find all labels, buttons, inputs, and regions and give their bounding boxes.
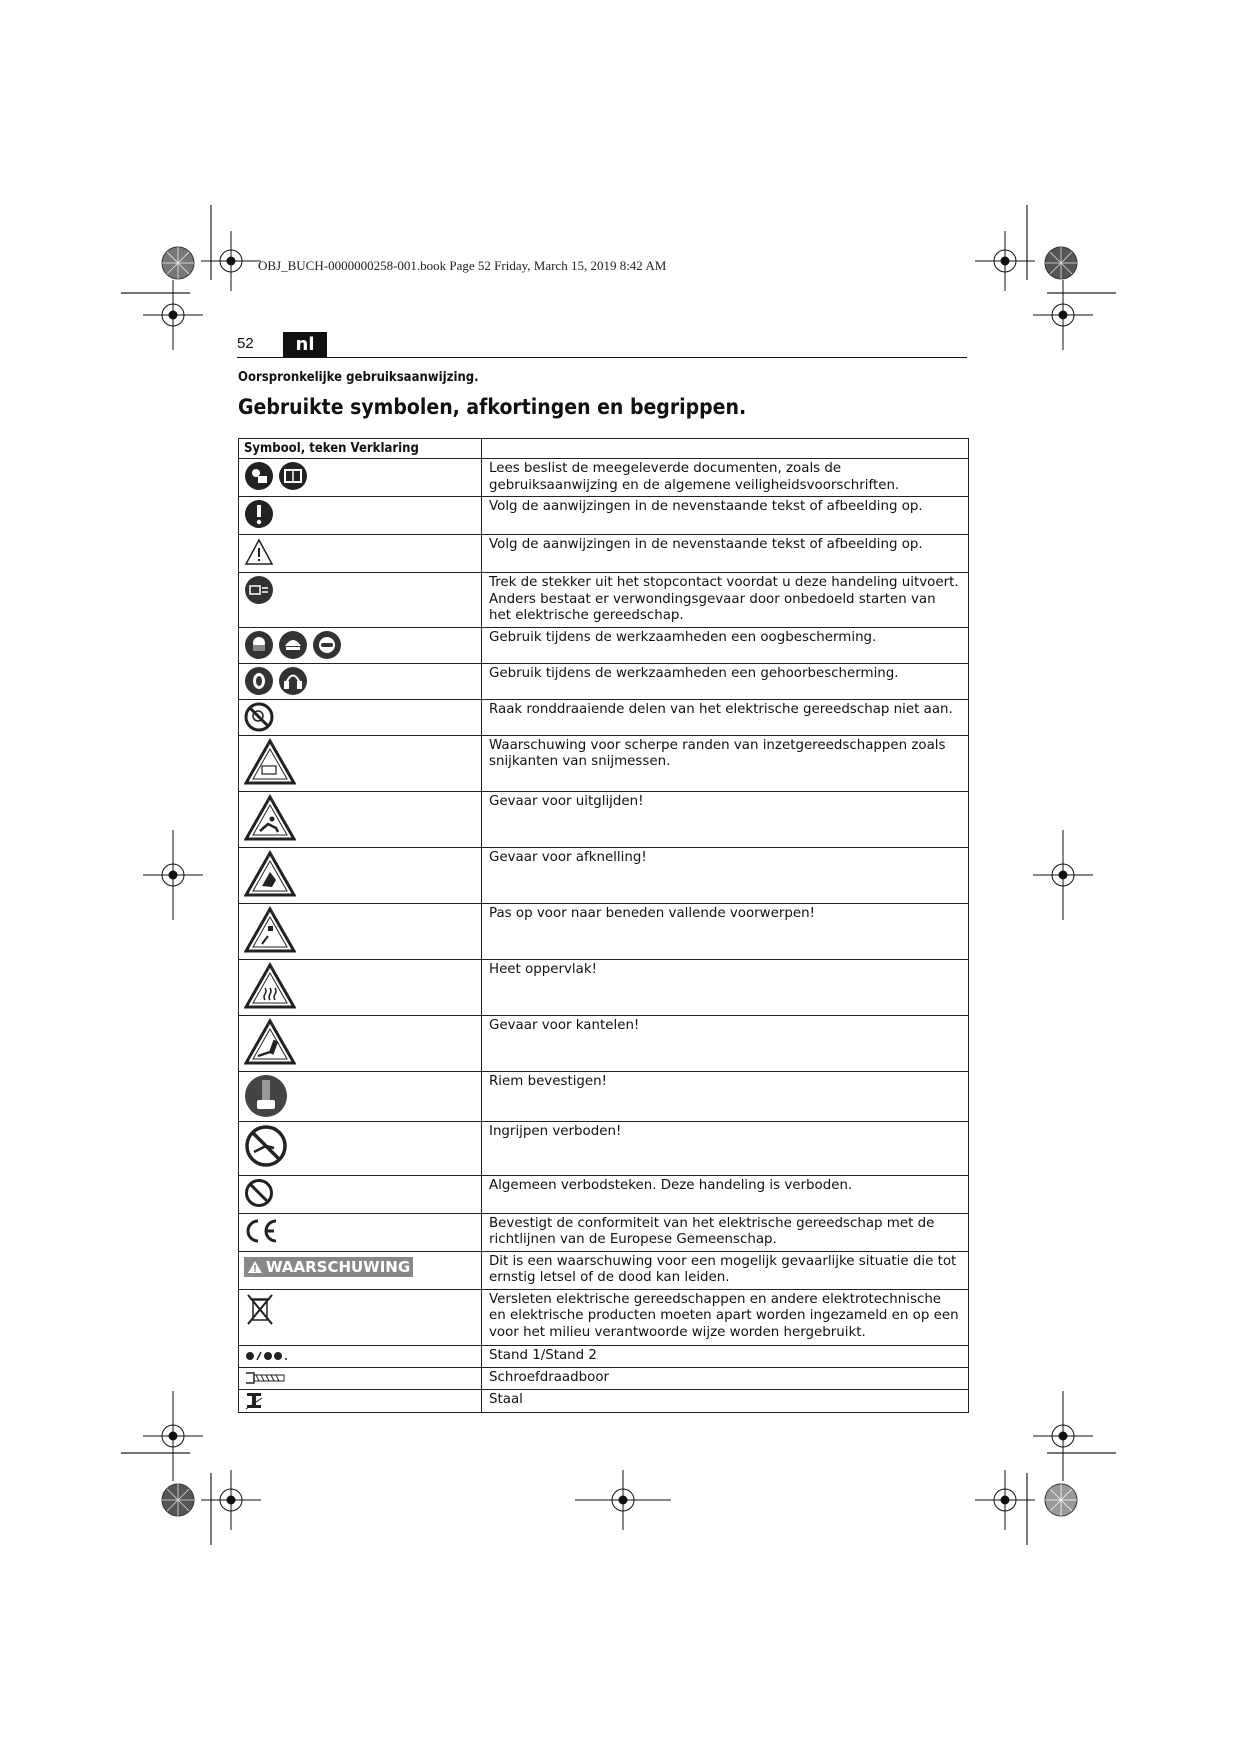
weee-bin-icon bbox=[244, 1292, 276, 1328]
table-row bbox=[239, 1121, 969, 1175]
registration-target-icon bbox=[1033, 830, 1093, 920]
color-wheel-icon bbox=[160, 1482, 196, 1518]
registration-target-icon bbox=[201, 1470, 261, 1530]
table-row bbox=[239, 497, 969, 535]
slip-hazard-icon bbox=[244, 794, 296, 842]
table-row bbox=[239, 1345, 969, 1367]
no-reaching-icon bbox=[244, 1124, 288, 1168]
fasten-belt-icon bbox=[244, 1074, 288, 1118]
row-description: Waarschuwing voor scherpe randen van inzetgereedschappen zoals snijkanten van snijmessen. bbox=[482, 735, 969, 791]
table-row bbox=[239, 903, 969, 959]
table-row bbox=[239, 1213, 969, 1251]
read-instructions-icon bbox=[244, 461, 274, 491]
table-header-cell bbox=[239, 439, 482, 459]
row-description: Gebruik tijdens de werkzaamheden een gehoorbescherming. bbox=[482, 663, 969, 699]
row-description: Riem bevestigen! bbox=[482, 1071, 969, 1121]
table-row bbox=[239, 959, 969, 1015]
table-row bbox=[239, 1251, 969, 1289]
safety-goggles-icon bbox=[312, 630, 342, 660]
row-description: Heet oppervlak! bbox=[482, 959, 969, 1015]
table-header-cell bbox=[482, 439, 969, 459]
registration-target-icon bbox=[143, 830, 203, 920]
table-row bbox=[239, 1367, 969, 1389]
warning-label-text: WAARSCHUWING bbox=[266, 1257, 411, 1276]
row-description: Gebruik tijdens de werkzaamheden een oogbescherming. bbox=[482, 627, 969, 663]
unplug-icon bbox=[244, 575, 274, 605]
row-description: Stand 1/Stand 2 bbox=[482, 1345, 969, 1367]
table-row bbox=[239, 735, 969, 791]
warning-label bbox=[244, 1257, 413, 1277]
exclamation-icon bbox=[244, 499, 274, 529]
row-description: Schroefdraadboor bbox=[482, 1367, 969, 1389]
row-description: Pas op voor naar beneden vallende voorwerpen! bbox=[482, 903, 969, 959]
registration-target-icon bbox=[975, 1470, 1035, 1530]
row-description: Gevaar voor uitglijden! bbox=[482, 791, 969, 847]
table-row bbox=[239, 791, 969, 847]
row-description: Volg de aanwijzingen in de nevenstaande tekst of afbeelding op. bbox=[482, 497, 969, 535]
table-header-row bbox=[239, 439, 969, 459]
row-description: Trek de stekker uit het stopcontact voordat u deze handeling uitvoert. Anders bestaat er verwondingsgevaar door onbedoeld starten van het elektrische gereedschap. bbox=[482, 573, 969, 628]
manual-icon bbox=[278, 461, 308, 491]
warning-triangle-icon bbox=[244, 537, 274, 567]
face-shield-icon bbox=[244, 630, 274, 660]
registration-target-icon bbox=[143, 280, 203, 350]
row-description: Gevaar voor afknelling! bbox=[482, 847, 969, 903]
color-wheel-icon bbox=[160, 245, 196, 281]
crush-hazard-icon bbox=[244, 850, 296, 898]
registration-target-icon bbox=[201, 231, 261, 291]
ear-muffs-icon bbox=[278, 666, 308, 696]
document-subtitle: Oorspronkelijke gebruiksaanwijzing. bbox=[238, 370, 479, 385]
table-row bbox=[239, 1175, 969, 1213]
color-wheel-icon bbox=[1043, 1482, 1079, 1518]
book-info-line: OBJ_BUCH-0000000258-001.book Page 52 Friday, March 15, 2019 8:42 AM bbox=[258, 258, 667, 273]
table-row bbox=[239, 1015, 969, 1071]
steel-icon bbox=[244, 1392, 266, 1410]
falling-objects-icon bbox=[244, 906, 296, 954]
row-description: Volg de aanwijzingen in de nevenstaande tekst of afbeelding op. bbox=[482, 535, 969, 573]
page-number: 52 bbox=[237, 335, 254, 352]
warning-triangle-icon bbox=[247, 1260, 263, 1274]
row-description: Bevestigt de conformiteit van het elektrische gereedschap met de richtlijnen van de Europese Gemeenschap. bbox=[482, 1213, 969, 1251]
ce-mark-icon bbox=[244, 1216, 280, 1246]
registration-target-icon bbox=[1033, 1391, 1093, 1481]
row-description: Dit is een waarschuwing voor een mogelijk gevaarlijke situatie die tot ernstig letsel of de dood kan leiden. bbox=[482, 1251, 969, 1289]
prohibition-icon bbox=[244, 1178, 274, 1208]
registration-target-icon bbox=[1033, 280, 1093, 350]
row-description: Lees beslist de meegeleverde documenten, zoals de gebruiksaanwijzing en de algemene veiligheidsvoorschriften. bbox=[482, 459, 969, 497]
table-row bbox=[239, 535, 969, 573]
safety-helmet-icon bbox=[278, 630, 308, 660]
language-badge: nl bbox=[283, 332, 327, 358]
table-row bbox=[239, 573, 969, 628]
sharp-edges-warning-icon bbox=[244, 738, 296, 786]
row-description: Staal bbox=[482, 1389, 969, 1412]
table-row bbox=[239, 459, 969, 497]
hot-surface-icon bbox=[244, 962, 296, 1010]
registration-target-icon bbox=[575, 1470, 671, 1530]
table-row bbox=[239, 1289, 969, 1345]
registration-target-icon bbox=[975, 231, 1035, 291]
row-description: Gevaar voor kantelen! bbox=[482, 1015, 969, 1071]
stage-dots-icon bbox=[244, 1348, 290, 1364]
section-title: Gebruikte symbolen, afkortingen en begrippen. bbox=[238, 395, 747, 419]
no-touch-rotating-icon bbox=[244, 702, 274, 732]
symbol-table bbox=[238, 438, 969, 1413]
table-row bbox=[239, 663, 969, 699]
table-row bbox=[239, 847, 969, 903]
table-row bbox=[239, 1389, 969, 1412]
color-wheel-icon bbox=[1043, 245, 1079, 281]
table-row bbox=[239, 627, 969, 663]
row-description: Algemeen verbodsteken. Deze handeling is verboden. bbox=[482, 1175, 969, 1213]
table-row bbox=[239, 699, 969, 735]
header-rule bbox=[237, 357, 967, 358]
table-row bbox=[239, 1071, 969, 1121]
row-description: Versleten elektrische gereedschappen en andere elektrotechnische en elektrische producten moeten apart worden ingezameld en op een voor het milieu verantwoorde wijze worden hergebruikt. bbox=[482, 1289, 969, 1345]
table-header-label: Symbool, teken Verklaring bbox=[244, 441, 419, 456]
row-description: Raak ronddraaiende delen van het elektrische gereedschap niet aan. bbox=[482, 699, 969, 735]
registration-target-icon bbox=[143, 1391, 203, 1481]
ear-protection-icon bbox=[244, 666, 274, 696]
tipping-hazard-icon bbox=[244, 1018, 296, 1066]
thread-drill-icon bbox=[244, 1370, 286, 1386]
row-description: Ingrijpen verboden! bbox=[482, 1121, 969, 1175]
